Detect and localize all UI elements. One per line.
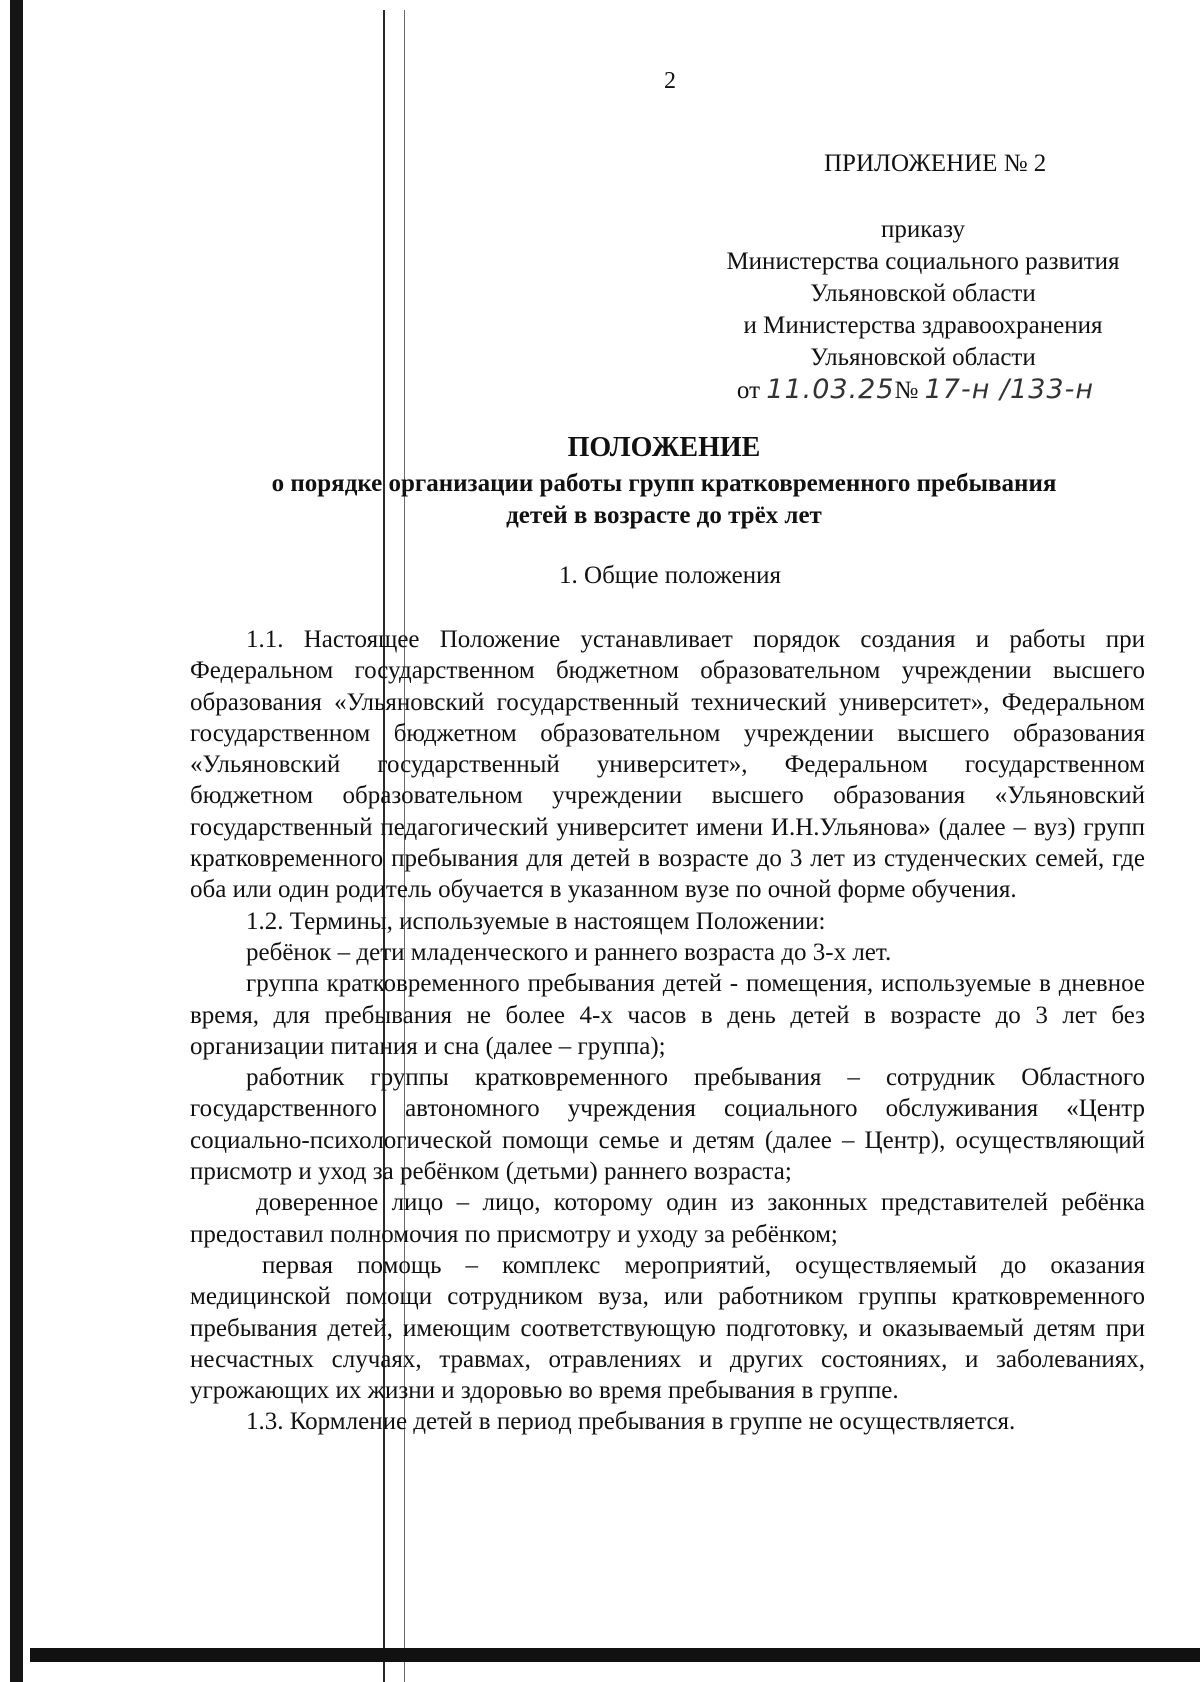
date-prefix: от (736, 377, 761, 404)
definition-first-aid: первая помощь – комплекс мероприятий, осуществляемый до оказания медицинской помощи сотрудником вуза, или работником группы кратковременного пребывания детей, имеющим соответствующую подготовку, и оказываемый детям при несчастных случаях, травмах, отравлениях и других состояниях, и заболеваниях, угрожающих их жизни и здоровью во время пребывания в группе. (190, 1251, 1145, 1405)
document-subtitle-line2: детей в возрасте до трёх лет (506, 502, 822, 529)
page-number: 2 (664, 68, 676, 94)
scan-left-edge (10, 0, 23, 1682)
document-title (224, 432, 1104, 532)
approval-line: Ульяновской области (810, 344, 1036, 371)
handwritten-number: 17-н /133-н (924, 374, 1094, 405)
definition-child: ребёнок – дети младенческого и раннего возраста до 3-х лет. (246, 938, 892, 966)
definition-trusted-person: доверенное лицо – лицо, которому один из законных представителей ребёнка предоставил полномочия по присмотру и уходу за ребёнком; (190, 1189, 1145, 1248)
appendix-title: ПРИЛОЖЕНИЕ № 2 (824, 150, 1047, 177)
section-body (190, 624, 1145, 1438)
scan-bottom-edge (30, 1648, 1200, 1662)
paragraph-1-1: 1.1. Настоящее Положение устанавливает порядок создания и работы при Федеральном государственном бюджетном образовательном учреждении высшего образования «Ульяновский государственный технический университет», Федеральном государственном бюджетном образовательном учреждении высшего образования «Ульяновский государственный университет», Федеральном государственном бюджетном образовательном учреждении высшего образования «Ульяновский государственный педагогический университет имени И.Н.Ульянова» (далее – вуз) групп кратковременного пребывания для детей в возрасте до 3 лет из студенческих семей, где оба или один родитель обучается в указанном вузе по очной форме обучения. (190, 626, 1145, 904)
paragraph-1-2: 1.2. Термины, используемые в настоящем Положении: (246, 907, 826, 935)
section-heading: 1. Общие положения (559, 562, 781, 589)
approval-line: и Министерства здравоохранения (743, 312, 1103, 339)
approval-block (690, 214, 1156, 407)
paragraph-1-3: 1.3. Кормление детей в период пребывания в группе не осуществляется. (246, 1408, 1016, 1436)
definition-group: группа кратковременного пребывания детей - помещения, используемые в дневное время, для пребывания не более 4-х часов в день детей в возрасте до 3 лет без организации питания и сна (далее – группа); (190, 970, 1145, 1060)
handwritten-date: 11.03.25 (766, 374, 895, 405)
approval-line: приказу (881, 216, 965, 243)
document-subtitle-line1: о порядке организации работы групп кратковременного пребывания (271, 470, 1057, 497)
approval-line: Министерства социального развития (726, 248, 1120, 275)
approval-line: Ульяновской области (810, 280, 1036, 307)
definition-worker: работник группы кратковременного пребывания – сотрудник Областного государственного автономного учреждения социального обслуживания «Центр социально-психологической помощи семье и детям (далее – Центр), осуществляющий присмотр и уход за ребёнком (детьми) раннего возраста; (190, 1064, 1145, 1186)
approval-date-line (690, 374, 1156, 407)
document-heading: ПОЛОЖЕНИЕ (567, 432, 761, 463)
number-sign: № (894, 377, 919, 404)
